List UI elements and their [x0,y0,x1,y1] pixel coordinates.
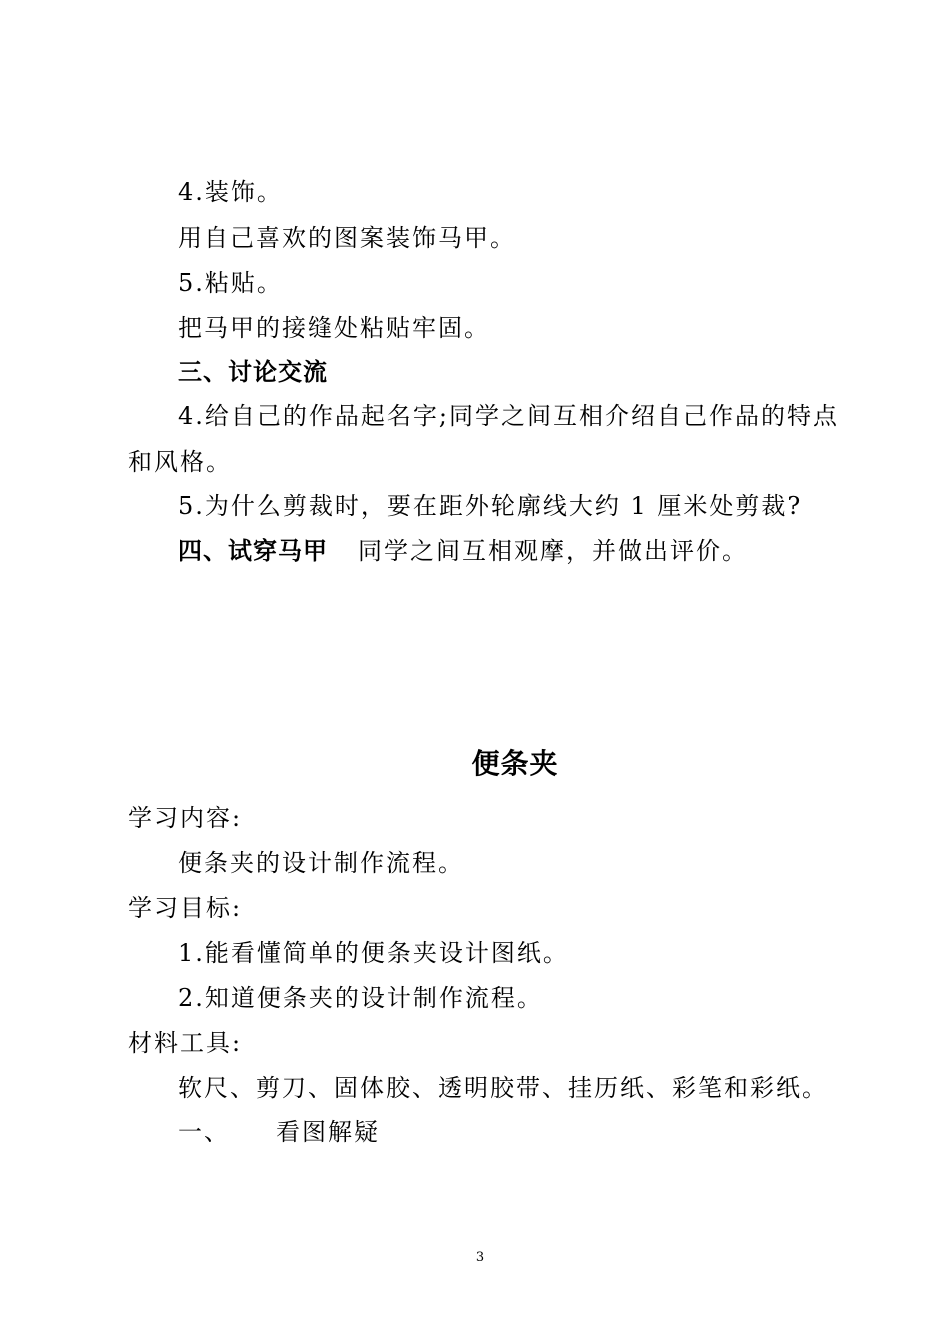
step5-text: 把马甲的接缝处粘贴牢固。 [178,314,490,342]
materials-text: 软尺、剪刀、固体胶、透明胶带、挂历纸、彩笔和彩纸。 [178,1074,828,1102]
tryon-heading: 四、试穿马甲 [178,537,328,565]
discussion-item4-line2: 和风格。 [128,448,232,476]
goal-1: 1.能看懂简单的便条夹设计图纸。 [178,939,569,967]
goals-label: 学习目标: [128,894,243,922]
discussion-item4-line1: 4.给自己的作品起名字;同学之间互相介绍自己作品的特点 [178,402,839,430]
content-text: 便条夹的设计制作流程。 [178,849,464,877]
section1-number: 一、 [178,1118,230,1146]
page-number: 3 [475,1250,485,1265]
discussion-heading: 三、讨论交流 [178,358,328,386]
lesson-title: 便条夹 [471,747,559,780]
step4-heading: 4.装饰。 [178,178,283,206]
content-label: 学习内容: [128,804,243,832]
step4-text: 用自己喜欢的图案装饰马甲。 [178,224,516,252]
section1-heading [178,1116,380,1148]
materials-label: 材料工具: [128,1029,243,1057]
step5-heading: 5.粘贴。 [178,269,283,297]
tryon-text: 同学之间互相观摩，并做出评价。 [358,537,748,565]
goal-2: 2.知道便条夹的设计制作流程。 [178,984,543,1012]
tryon-line [178,535,748,567]
section1-text: 看图解疑 [276,1118,380,1146]
discussion-item5: 5.为什么剪裁时，要在距外轮廓线大约 1 厘米处剪裁? [178,492,803,520]
